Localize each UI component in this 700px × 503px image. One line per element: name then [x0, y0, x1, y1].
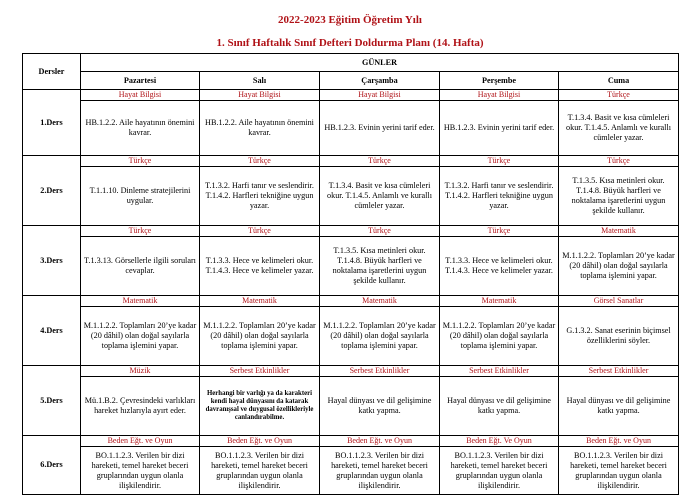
- lesson-cell: [559, 90, 679, 156]
- lesson-cell: [440, 436, 559, 495]
- subject-label: Hayat Bilgisi: [440, 90, 558, 101]
- lesson-cell: [440, 366, 559, 436]
- subject-label: Matematik: [81, 296, 199, 307]
- outcome-text: T.1.3.4. Basit ve kısa cümleleri okur. T.1.4.5. Anlamlı ve kurallı cümleler yazar.: [327, 181, 432, 210]
- outcome-text: HB.1.2.2. Aile hayatının önemini kavrar.: [205, 118, 314, 137]
- subject-label: Hayat Bilgisi: [200, 90, 319, 101]
- subject-label: Matematik: [440, 296, 558, 307]
- page-title-plan: 1. Sınıf Haftalık Sınıf Defteri Doldurma Planı (14. Hafta): [216, 37, 484, 49]
- subject-label: Türkçe: [200, 156, 319, 167]
- lesson-row: [23, 226, 679, 296]
- lesson-row: [23, 90, 679, 156]
- subject-label: Matematik: [559, 226, 678, 237]
- outcome-text: HB.1.2.3. Evinin yerini tarif eder.: [324, 123, 435, 132]
- outcome-text: Mü.1.B.2. Çevresindeki varlıkları hareket hızlarıyla ayırt eder.: [84, 396, 196, 415]
- lesson-row: [23, 366, 679, 436]
- day-header: Salı: [200, 72, 320, 90]
- outcome-text: BO.1.1.2.3. Verilen bir dizi hareketi, temel hareket beceri gruplarından uygun olanla ilişkilendirir.: [450, 450, 548, 490]
- lesson-name: 3.Ders: [23, 226, 81, 296]
- outcome-text: T.1.3.3. Hece ve kelimeleri okur. T.1.4.3. Hece ve kelimeler yazar.: [445, 256, 553, 275]
- subject-label: Türkçe: [440, 226, 558, 237]
- gunler-header: GÜNLER: [81, 54, 679, 72]
- subject-label: Türkçe: [320, 226, 439, 237]
- lesson-name: 6.Ders: [23, 436, 81, 495]
- subject-label: Hayat Bilgisi: [320, 90, 439, 101]
- lesson-cell: [81, 436, 200, 495]
- subject-label: Matematik: [320, 296, 439, 307]
- day-header: Çarşamba: [320, 72, 440, 90]
- lesson-cell: [200, 226, 320, 296]
- page-title-year: 2022-2023 Eğitim Öğretim Yılı: [278, 14, 422, 26]
- day-header: Cuma: [559, 72, 679, 90]
- lesson-rows: [23, 90, 679, 495]
- outcome-text: Hayal dünyası ve dil gelişimine katkı yapma.: [566, 396, 671, 415]
- subject-label: Serbest Etkinlikler: [320, 366, 439, 377]
- lesson-row: [23, 296, 679, 366]
- subject-label: Türkçe: [320, 156, 439, 167]
- lesson-cell: [81, 226, 200, 296]
- outcome-text: T.1.3.13. Görsellerle ilgili soruları cevaplar.: [84, 256, 196, 275]
- subject-label: Müzik: [81, 366, 199, 377]
- outcome-text: M.1.1.2.2. Toplamları 20’ye kadar (20 dâhil) olan doğal sayılarla toplama işlemini yapar.: [562, 251, 675, 280]
- outcome-text: Herhangi bir varlığı ya da karakteri kendi hayal dünyasını da katarak davranışsal ve duygusal özellikleriyle canlandırabilme.: [205, 390, 314, 421]
- outcome-text: BO.1.1.2.3. Verilen bir dizi hareketi, temel hareket beceri gruplarından uygun olanla ilişkilendirir.: [331, 450, 428, 490]
- lesson-name: 1.Ders: [23, 90, 81, 156]
- lesson-cell: [559, 156, 679, 226]
- outcome-text: Hayal dünyası ve dil gelişimine katkı yapma.: [447, 396, 551, 415]
- lesson-cell: [440, 226, 559, 296]
- ders-header: Dersler: [23, 54, 81, 90]
- day-header: Pazartesi: [81, 72, 200, 90]
- subject-label: Serbest Etkinlikler: [440, 366, 558, 377]
- lesson-cell: [320, 90, 440, 156]
- subject-label: Beden Eğt. ve Oyun: [559, 436, 678, 447]
- subject-label: Beden Eğt. ve Oyun: [320, 436, 439, 447]
- lesson-cell: [320, 226, 440, 296]
- outcome-text: M.1.1.2.2. Toplamları 20’ye kadar (20 dâhil) olan doğal sayılarla toplama işlemini yapar.: [83, 321, 197, 350]
- subject-label: Türkçe: [559, 90, 678, 101]
- outcome-text: BO.1.1.2.3. Verilen bir dizi hareketi, temel hareket beceri gruplarından uygun olanla ilişkilendirir.: [91, 450, 189, 490]
- lesson-cell: [320, 366, 440, 436]
- subject-label: Beden Eğt. Ve Oyun: [440, 436, 558, 447]
- lesson-cell: [320, 436, 440, 495]
- lesson-cell: [200, 366, 320, 436]
- subject-label: Görsel Sanatlar: [559, 296, 678, 307]
- lesson-cell: [200, 296, 320, 366]
- lesson-cell: [559, 436, 679, 495]
- outcome-text: BO.1.1.2.3. Verilen bir dizi hareketi, temel hareket beceri gruplarından uygun olanla ilişkilendirir.: [211, 450, 308, 490]
- subject-label: Türkçe: [440, 156, 558, 167]
- lesson-name: 2.Ders: [23, 156, 81, 226]
- subject-label: Beden Eğt. ve Oyun: [81, 436, 199, 447]
- lesson-name: 5.Ders: [23, 366, 81, 436]
- lesson-cell: [320, 296, 440, 366]
- lesson-cell: [200, 90, 320, 156]
- lesson-cell: [81, 296, 200, 366]
- lesson-name: 4.Ders: [23, 296, 81, 366]
- lesson-cell: [81, 156, 200, 226]
- outcome-text: T.1.3.5. Kısa metinleri okur. T.1.4.8. Büyük harfleri ve noktalama işaretlerini uygun şekilde kullanır.: [571, 176, 666, 215]
- weekly-plan-table: [22, 53, 679, 495]
- outcome-text: Hayal dünyası ve dil gelişimine katkı yapma.: [327, 396, 432, 415]
- outcome-text: T.1.3.5. Kısa metinleri okur. T.1.4.8. Büyük harfleri ve noktalama işaretlerini uygun şekilde kullanır.: [332, 246, 427, 285]
- lesson-cell: [81, 366, 200, 436]
- outcome-text: M.1.1.2.2. Toplamları 20’ye kadar (20 dâhil) olan doğal sayılarla toplama işlemini yapar.: [203, 321, 316, 350]
- lesson-row: [23, 436, 679, 495]
- outcome-text: T.1.3.2. Harfi tanır ve seslendirir. T.1.4.2. Harfleri tekniğine uygun yazar.: [205, 181, 314, 210]
- lesson-cell: [440, 156, 559, 226]
- outcome-text: T.1.3.3. Hece ve kelimeleri okur. T.1.4.3. Hece ve kelimeler yazar.: [205, 256, 314, 275]
- subject-label: Serbest Etkinlikler: [200, 366, 319, 377]
- subject-label: Türkçe: [81, 156, 199, 167]
- lesson-cell: [559, 226, 679, 296]
- subject-label: Matematik: [200, 296, 319, 307]
- subject-label: Türkçe: [559, 156, 678, 167]
- outcome-text: M.1.1.2.2. Toplamları 20’ye kadar (20 dâhil) olan doğal sayılarla toplama işlemini yapar.: [323, 321, 436, 350]
- day-header: Perşembe: [440, 72, 559, 90]
- outcome-text: M.1.1.2.2. Toplamları 20’ye kadar (20 dâhil) olan doğal sayılarla toplama işlemini yapar.: [442, 321, 556, 350]
- outcome-text: HB.1.2.2. Aile hayatının önemini kavrar.: [85, 118, 195, 137]
- outcome-text: HB.1.2.3. Evinin yerini tarif eder.: [443, 123, 555, 132]
- outcome-text: BO.1.1.2.3. Verilen bir dizi hareketi, temel hareket beceri gruplarından uygun olanla ilişkilendirir.: [570, 450, 667, 490]
- lesson-cell: [440, 90, 559, 156]
- subject-label: Türkçe: [81, 226, 199, 237]
- lesson-cell: [200, 156, 320, 226]
- outcome-text: G.1.3.2. Sanat eserinin biçimsel özelliklerini söyler.: [566, 326, 671, 345]
- lesson-cell: [559, 296, 679, 366]
- outcome-text: T.1.3.2. Harfi tanır ve seslendirir. T.1.4.2. Harfleri tekniğine uygun yazar.: [444, 181, 554, 210]
- outcome-text: T.1.1.10. Dinleme stratejilerini uygular.: [89, 186, 191, 205]
- lesson-cell: [200, 436, 320, 495]
- subject-label: Beden Eğt. ve Oyun: [200, 436, 319, 447]
- outcome-text: T.1.3.4. Basit ve kısa cümleleri okur. T.1.4.5. Anlamlı ve kurallı cümleler yazar.: [566, 113, 671, 142]
- subject-label: Hayat Bilgisi: [81, 90, 199, 101]
- lesson-cell: [81, 90, 200, 156]
- subject-label: Serbest Etkinlikler: [559, 366, 678, 377]
- lesson-cell: [320, 156, 440, 226]
- lesson-cell: [440, 296, 559, 366]
- lesson-row: [23, 156, 679, 226]
- subject-label: Türkçe: [200, 226, 319, 237]
- lesson-cell: [559, 366, 679, 436]
